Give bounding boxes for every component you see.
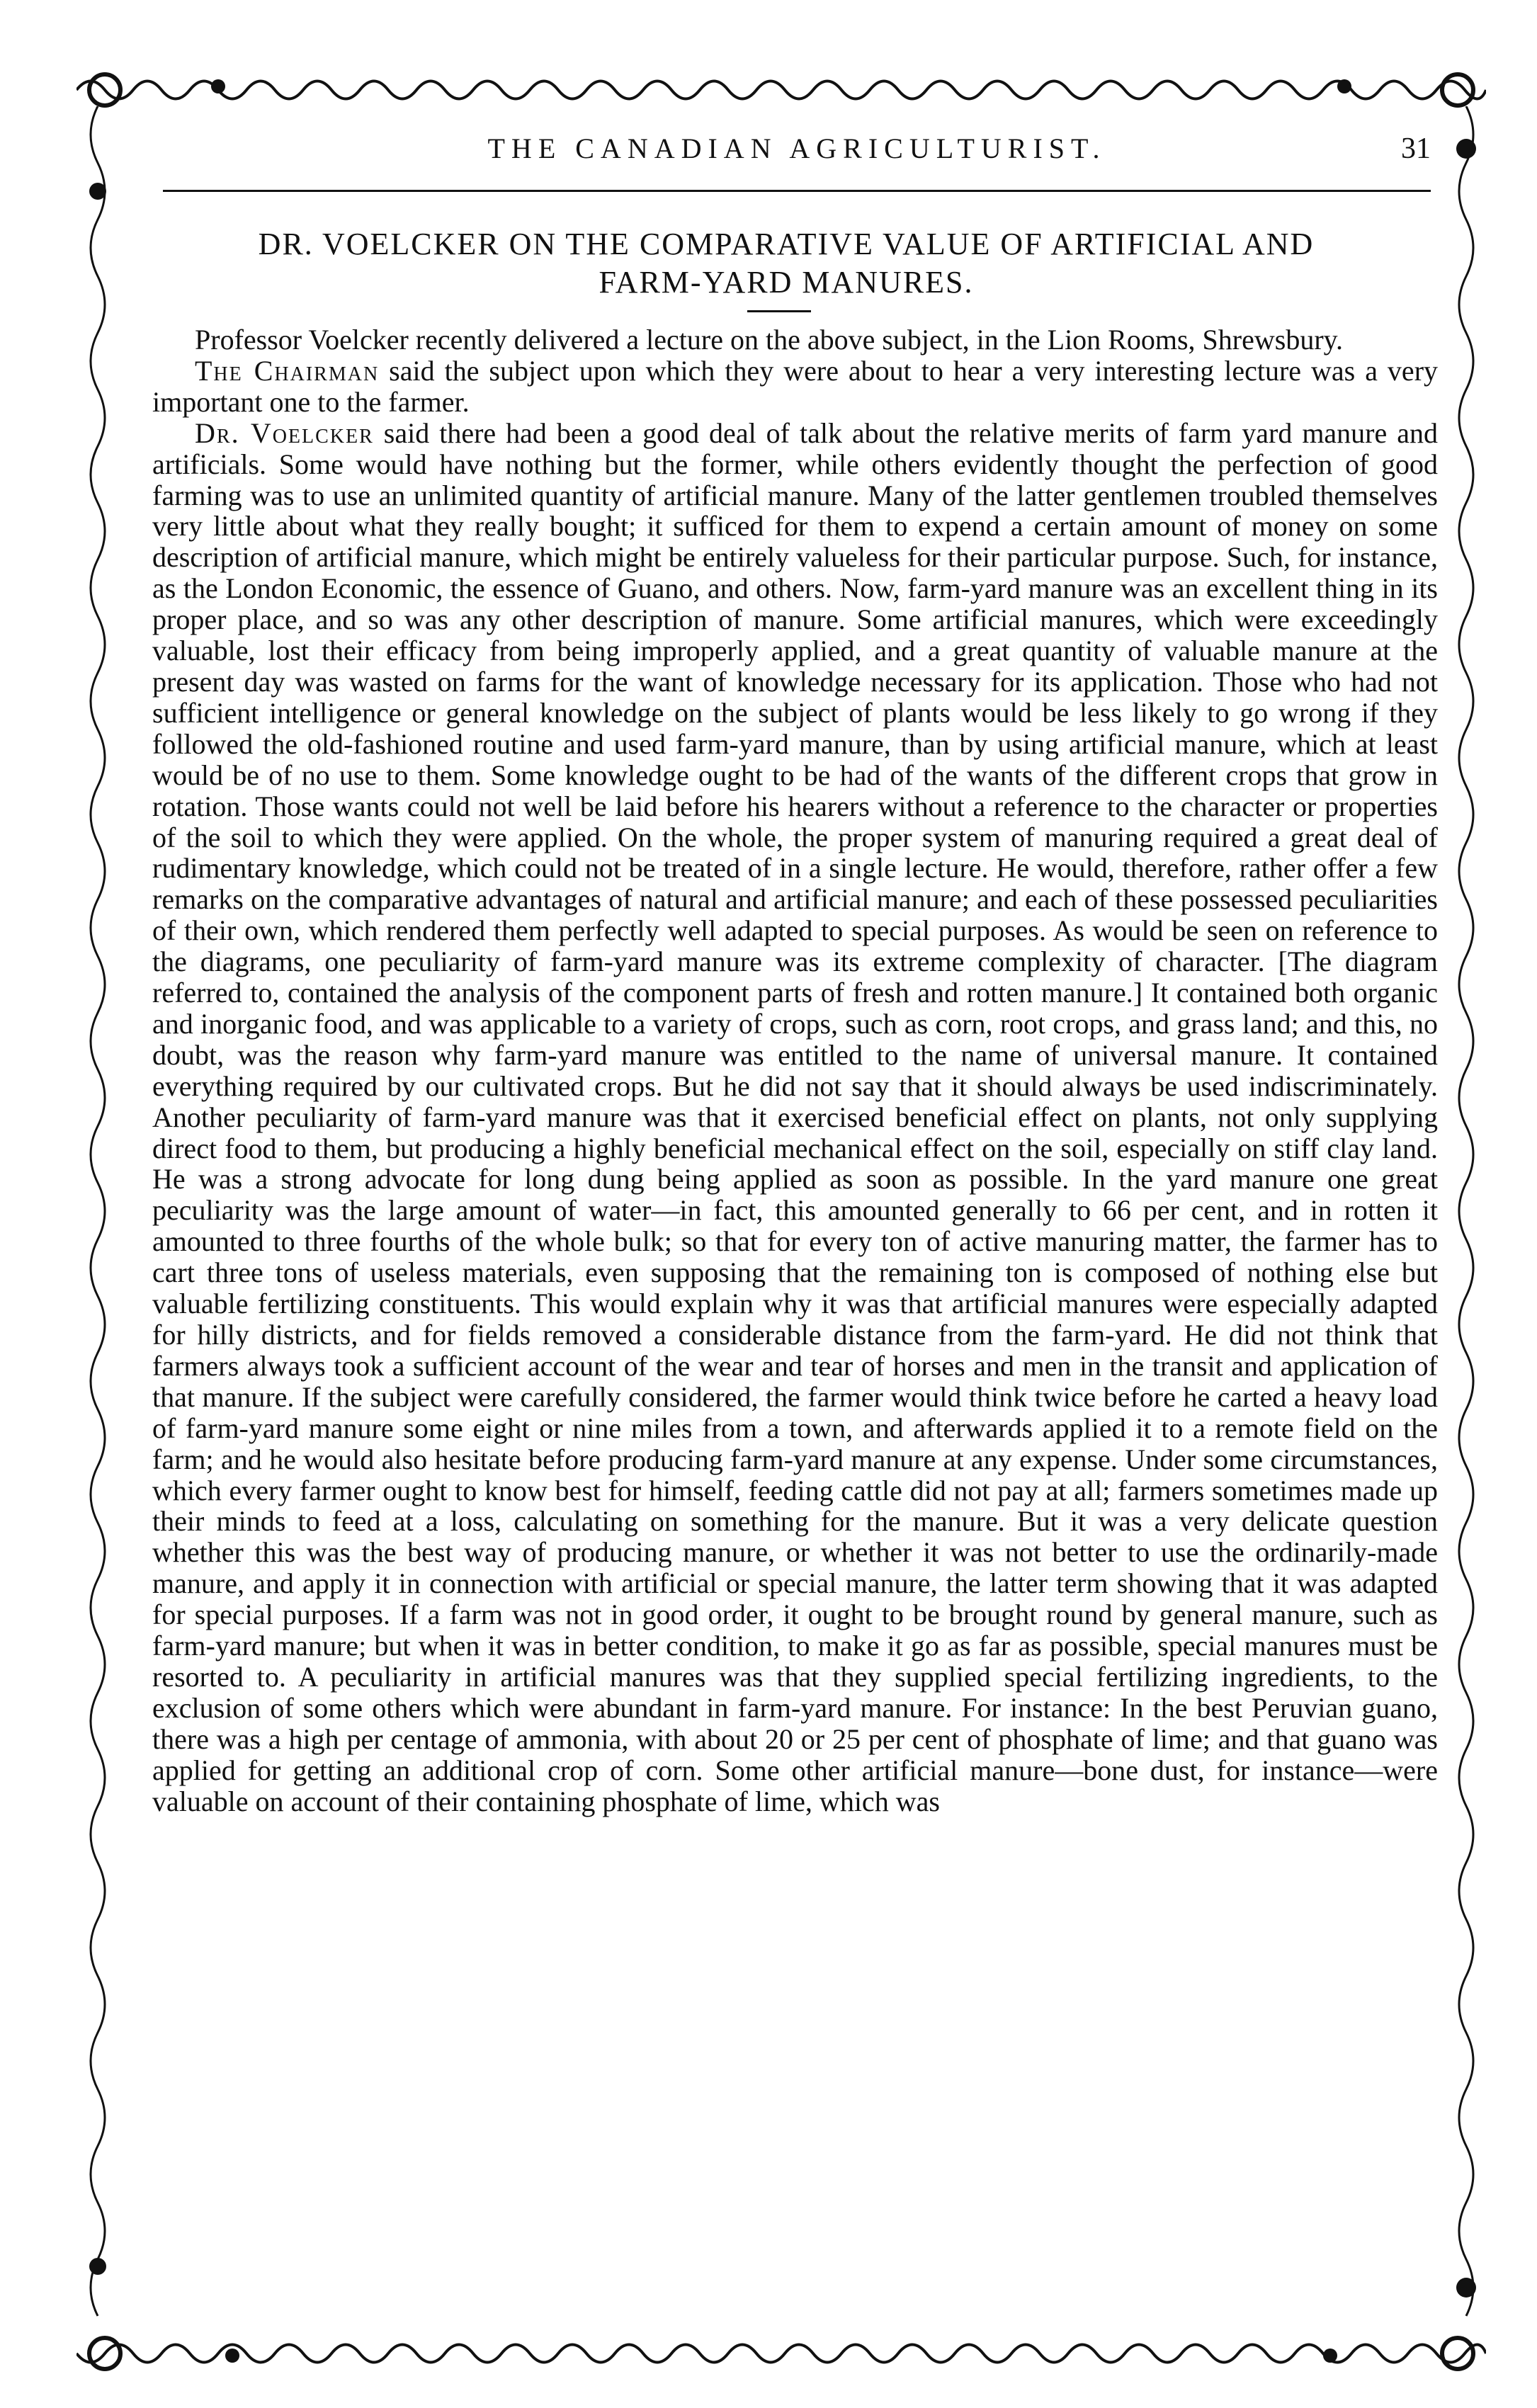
paragraph-text: said the subject upon which they were about to hear a very interesting lecture was a very important one to the farmer. [152, 354, 1439, 418]
paragraph-chairman [152, 356, 1438, 418]
running-head [163, 127, 1431, 170]
journal-title: THE CANADIAN AGRICULTURIST. [487, 132, 1106, 164]
article-body [152, 324, 1438, 1817]
article-title-line-1: DR. VOELCKER ON THE COMPARATIVE VALUE OF ARTIFICIAL AND [258, 227, 1315, 261]
ornamental-border-top [76, 65, 1486, 115]
article-title-line-2: FARM-YARD MANURES. [599, 265, 974, 300]
paragraph-intro [152, 324, 1438, 356]
paragraph-text: Professor Voelcker recently delivered a lecture on the above subject, in the Lion Rooms, Shrewsbury. [195, 324, 1344, 356]
paragraph-lecture [152, 418, 1438, 1817]
paragraph-text: said there had been a good deal of talk about the relative merits of farm yard manure and artificials. Some would have nothing but the former, while others evidently thought the perfection of good farming was to use an unlimited quantity of artificial manure. Many of the latter gentlemen troubled themselves very little about what they really bought; it sufficed for them to expend a certain amount of money on some description of artificial manure, which might be entirely valueless for their particular purpose. Such, for instance, as the London Economic, the essence of Guano, and others. Now, farm-yard manure was an excellent thing in its proper place, and so was any other description of manure. Some artificial manures, which were exceedingly valuable, lost their efficacy from being improperly applied, and a great quantity of valuable manure at the present day was wasted on farms for the want of knowledge necessary for its application. Those who had not sufficient intelligence or general knowledge on the subject of plants would be less likely to go wrong if they followed the old-fashioned routine and used farm-yard manure, than by using artificial manure, which at least would be of no use to them. Some knowledge ought to be had of the wants of the different crops that grow in rotation. Those wants could not well be laid before his hearers without a reference to the character or properties of the soil to which they were applied. On the whole, the proper system of manuring required a great deal of rudimentary knowledge, which could not be treated of in a single lecture. He would, therefore, rather offer a few remarks on the comparative advantages of natural and artificial manure; and each of these possessed peculiarities of their own, which rendered them perfectly well adapted to special purposes. As would be seen on reference to the diagrams, one peculiarity of farm-yard manure was its extreme complexity of character. [The diagram referred to, contained the analysis of the component parts of fresh and rotten manure.] It contained both organic and inorganic food, and was applicable to a variety of crops, such as corn, root crops, and grass land; and this, no doubt, was the reason why farm-yard manure was entitled to the name of universal manure. It contained everything required by our cultivated crops. But he did not say that it should always be used indiscriminately. Another peculiarity of farm-yard manure was that it exercised beneficial effect on plants, not only supplying direct food to them, but producing a highly beneficial mechanical effect on the soil, especially on stiff clay land. He was a strong advocate for long dung being applied as soon as possible. In the yard manure one great peculiarity was the large amount of water—in fact, this amounted generally to 66 per cent, and in rotten it amounted to three fourths of the whole bulk; so that for every ton of active manuring matter, the farmer has to cart three tons of useless materials, even supposing that the remaining ton is composed of nothing else but valuable fertilizing constituents. This would explain why it was that artificial manures were especially adapted for hilly districts, and for fields removed a considerable distance from the farm-yard. He did not think that farmers always took a sufficient account of the wear and tear of horses and men in the transit and application of that manure. If the subject were carefully considered, the farmer would think twice before he carted a heavy load of farm-yard manure some eight or nine miles from a town, and afterwards applied it to a remote field on the farm; and he would also hesitate before producing farm-yard manure at any expense. Under some circumstances, which every farmer ought to know best for himself, feeding cattle did not pay at all; farmers sometimes made up their minds to feed at a loss, calculating on something for the manure. But it was a very delicate question whether this was the best way of producing manure, or whether it was not better to use the ordinarily-made manure, and apply it in connection with artificial or special manure, the latter term showing that it was adapted for special purposes. If a farm was not in good order, it ought to be brought round by general manure, such as farm-yard manure; but when it was in better condition, to make it go as far as possible, special manures must be resorted to. A peculiarity in artificial manures was that they supplied special fertilizing ingredients, to the exclusion of some others which were abundant in farm-yard manure. For instance: In the best Peruvian guano, there was a high per centage of ammonia, with about 20 or 25 per cent of phosphate of lime; and that guano was applied for getting an additional crop of corn. Some other artificial manure—bone dust, for instance—were valuable on account of their containing phosphate of lime, which was [152, 416, 1438, 1817]
speaker-name: The Chairman [195, 354, 380, 387]
ornamental-border-right [1445, 106, 1487, 2337]
header-rule [163, 190, 1431, 192]
article-title [135, 225, 1438, 302]
ornamental-border-left [76, 106, 119, 2337]
ornamental-border-bottom [76, 2329, 1486, 2378]
title-rule [747, 310, 811, 312]
page-number: 31 [1401, 132, 1431, 165]
speaker-name: Dr. Voelcker [195, 416, 374, 449]
